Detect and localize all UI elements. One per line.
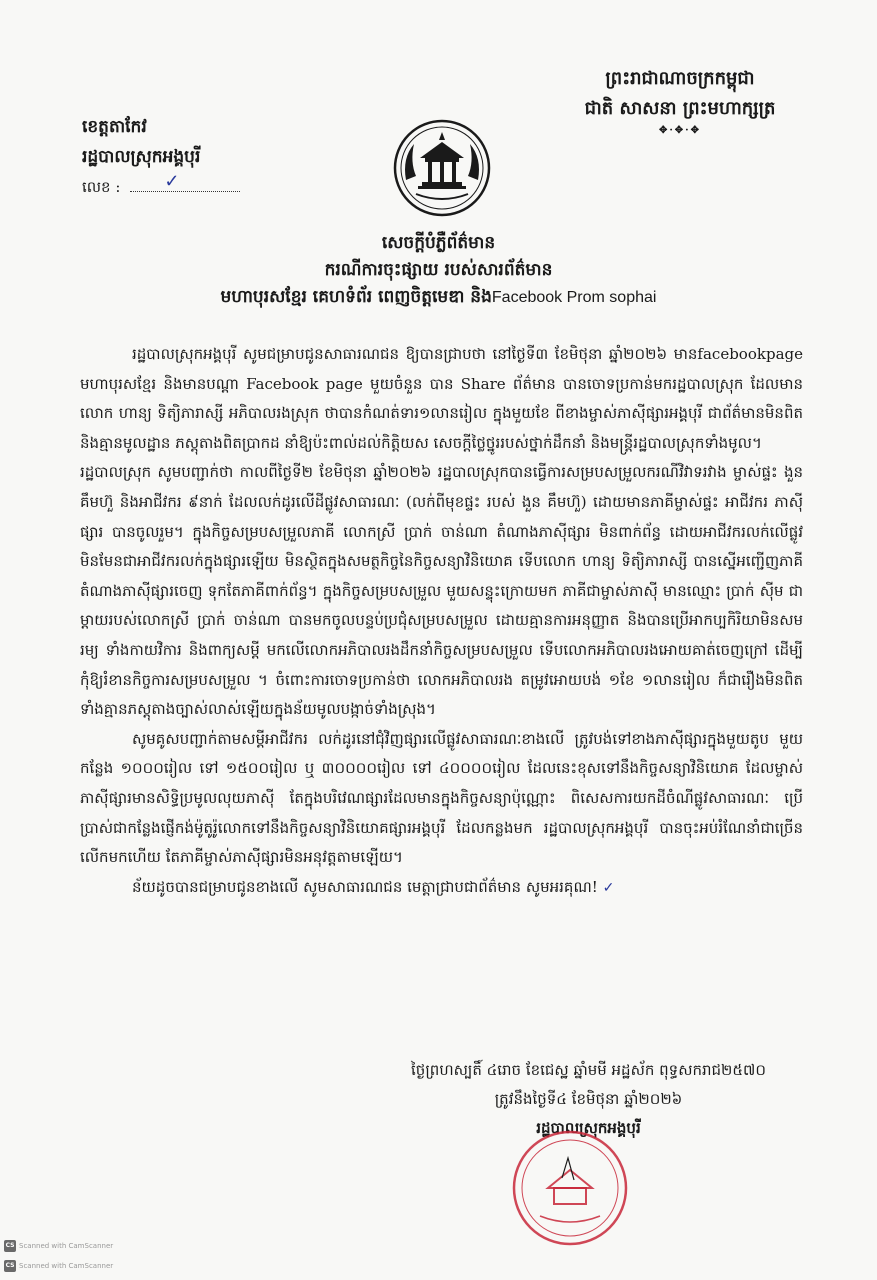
scanner-watermark-2 xyxy=(4,1260,113,1272)
title-sources xyxy=(40,284,837,311)
paragraph-4 xyxy=(80,873,803,904)
closing-thanks: ន័យដូចបានជម្រាបជូនខាងលើ សូមសាធារណជន មេត្តាជ្រាបជាព័ត៌មាន សូមអរគុណ! xyxy=(132,877,598,896)
scanner-watermark-text-1: Scanned with CamScanner xyxy=(19,1242,114,1250)
title-case: ករណីការចុះផ្សាយ របស់សារព័ត៌មាន xyxy=(324,260,553,280)
signing-authority: រដ្ឋបាលស្រុកអង្គបុរី xyxy=(536,1119,641,1137)
reference-blank xyxy=(130,171,240,192)
ministry-emblem-icon xyxy=(392,118,492,218)
kingdom-header xyxy=(555,64,805,138)
official-seal-icon xyxy=(490,1128,650,1248)
province-name: ខេត្តតាកែវ xyxy=(82,117,147,137)
issuing-authority xyxy=(82,112,302,202)
camscanner-icon: CS xyxy=(4,1260,16,1272)
paragraph-3: សូមគូសបញ្ជាក់តាមសម្តីអាជីវករ លក់ដូរនៅជុំវិញផ្សារលើផ្លូវសាធារណៈខាងលើ ត្រូវបង់ទៅខាងភាស៊ីផ្សារក្នុងមួយតូប មួយកន្លែង ១០០០រៀល ទៅ ១៥០០រៀល ឬ ៣០០០០រៀល ទៅ ៤០០០០រៀល ដែលនេះខុសទៅនឹងកិច្ចសន្យាវិនិយោគ ដែលម្ចាស់ភាស៊ីផ្សារមានសិទ្ធិប្រមូលលុយភាស៊ី តែក្នុងបរិវេណផ្សារដែលមានក្នុងកិច្ចសន្យាប៉ុណ្ណោះ ពិសេសការយកដីចំណីផ្លូវសាធារណៈ ប្រើប្រាស់ជាកន្លែងផ្ញើកង់ម៉ូតូរ៉ូលោកទៅនឹងកិច្ចសន្យាវិនិយោគផ្សារអង្គបុរី ដែលកន្លងមក រដ្ឋបាលស្រុកអង្គបុរី បានចុះអប់រំណែនាំជាច្រើនលើកមកហើយ តែភាគីម្ចាស់ភាស៊ីផ្សារមិនអនុវត្តតាមឡើយ។ xyxy=(80,729,803,867)
solar-date: ត្រូវនឹងថ្ងៃទី៤ ខែមិថុនា ឆ្នាំ២០២៦ xyxy=(494,1090,683,1108)
reference-number-line xyxy=(82,172,302,202)
national-motto: ជាតិ សាសនា ព្រះមហាក្សត្រ xyxy=(584,98,776,119)
paragraph-1: រដ្ឋបាលស្រុកអង្គបុរី សូមជម្រាបជូនសាធារណជន ឱ្យបានជ្រាបថា នៅថ្ងៃទី៣ ខែមិថុនា ឆ្នាំ២០២៦ មានfacebookpage មហាបុរសខ្មែរ និងមានបណ្តា Facebook page មួយចំនួន បាន Share ព័ត៌មាន បានចោទប្រកាន់មករដ្ឋបាលស្រុក ដែលមានលោក ហាន្យ ទិត្យិភារាស្សី អភិបាលរងស្រុក ថាបានកំណត់ទារ១លានរៀល ក្នុងមួយខែ ពីខាងម្ចាស់ភាស៊ីផ្សារអង្គបុរី ជាព័ត៌មានមិនពិត និងគ្មានមូលដ្ឋាន ភស្តុតាងពិតប្រាកដ នាំឱ្យប៉ះពាល់ដល់កិត្តិយស សេចក្តីថ្លៃថ្នូររបស់ថ្នាក់ដឹកនាំ និងមន្ត្រីរដ្ឋបាលស្រុកទាំងមូល។ xyxy=(80,345,803,452)
pen-check-mark: ✓ xyxy=(164,171,180,192)
scanner-watermark-text-2: Scanned with CamScanner xyxy=(19,1262,114,1270)
title-sources-khmer: មហាបុរសខ្មែរ គេហទំព័រ ពេញចិត្តមេឌា និង xyxy=(220,287,492,307)
scanner-watermark-1 xyxy=(4,1240,113,1252)
lunar-date: ថ្ងៃព្រហស្បតិ៍ ៤រោច ខែជេស្ឋ ឆ្នាំមមី អដ្ឋស័ក ពុទ្ធសករាជ២៥៧០ xyxy=(411,1061,766,1079)
document-titles xyxy=(40,230,837,311)
district-admin-name: រដ្ឋបាលស្រុកអង្គបុរី xyxy=(82,147,201,167)
ornament-divider: ✥·✥·✥ xyxy=(658,125,702,136)
paragraph-2: រដ្ឋបាលស្រុក សូមបញ្ជាក់ថា កាលពីថ្ងៃទី២ ខែមិថុនា ឆ្នាំ២០២៦ រដ្ឋបាលស្រុកបានធ្វើការសម្របសម្រួលករណីវិវាទរវាង ម្ចាស់ផ្ទះ ងួន គឹមហ៊ួ និងអាជីវករ ៩នាក់ ដែលលក់ដូរលើដីផ្លូវសាធារណៈ (លក់ពីមុខផ្ទះ របស់ ងួន គឹមហ៊ួ) ដោយមានភាគីម្ចាស់ផ្ទះ អាជីវករ ភាស៊ីផ្សារ បានចូលរួម។ ក្នុងកិច្ចសម្របសម្រួលភាគី លោកស្រី ប្រាក់ ចាន់ណា តំណាងភាស៊ីផ្សារ មិនពាក់ព័ន្ធ ដោយអាជីវករលក់លើផ្លូវ មិនមែនជាអាជីវករលក់ក្នុងផ្សារឡើយ មិនស្ថិតក្នុងសមត្ថកិច្ចនៃកិច្ចសន្យាវិនិយោគ ទើបលោក ហាន្យ ទិត្យិភារាស្សី បានស្នើអញ្ជើញភាគីតំណាងភាស៊ីផ្សារចេញ ទុកតែភាគីពាក់ព័ន្ធ។ ក្នុងកិច្ចសម្របសម្រួល មួយសន្ទុះក្រោយមក ភាគីជាម្ចាស់ភាស៊ី មានឈ្មោះ ប្រាក់ ស៊ីម ជាម្តាយរបស់លោកស្រី ប្រាក់ ចាន់ណា បានមកចូលបន្ទប់ប្រជុំសម្របសម្រួល ដោយគ្មានការអនុញ្ញាត និងបានប្រើអាកប្បកិរិយាមិនសមរម្យ ទាំងកាយវិការ និងពាក្យសម្តី មកលើលោកអភិបាលរងដឹកនាំកិច្ចសម្របសម្រួល ទើបលោកអភិបាលរងអោយគាត់ចេញក្រៅ ដើម្បីកុំឱ្យរំខានកិច្ចការសម្របសម្រួល ។ ចំពោះការចោទប្រកាន់ថា លោកអភិបាលរង តម្រូវអោយបង់ ១ខែ ១លានរៀល ក៏ជារឿងមិនពិតទាំងគ្មានភស្តុតាងច្បាស់លាស់ឡើយក្នុងន័យមូលបង្កាច់ទាំងស្រុង។ xyxy=(80,463,803,719)
kingdom-name: ព្រះរាជាណាចក្រកម្ពុជា xyxy=(605,68,755,89)
pen-mark-icon: ✓ xyxy=(602,879,615,896)
statement-body xyxy=(80,340,803,903)
camscanner-icon: CS xyxy=(4,1240,16,1252)
reference-label: លេខ : xyxy=(82,178,121,196)
title-clarification: សេចក្តីបំភ្លឺព័ត៌មាន xyxy=(381,233,496,253)
title-sources-facebook: Facebook Prom sophai xyxy=(491,289,657,306)
